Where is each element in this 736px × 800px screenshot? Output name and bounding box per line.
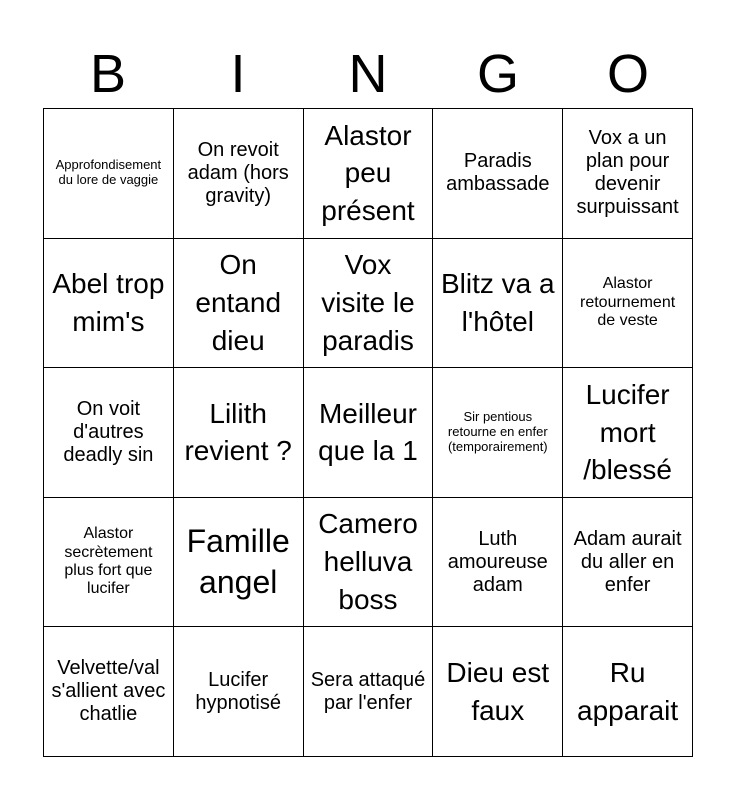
header-letter-i: I [230,44,246,104]
bingo-cell-2-4[interactable]: Blitz va a l'hôtel [433,239,563,369]
bingo-cell-5-2[interactable]: Lucifer hypnotisé [174,627,304,757]
bingo-cell-1-2[interactable]: On revoit adam (hors gravity) [174,109,304,239]
bingo-cell-2-5[interactable]: Alastor retournement de veste [563,239,693,369]
bingo-cell-4-2[interactable]: Famille angel [174,498,304,628]
bingo-cell-4-4[interactable]: Luth amoureuse adam [433,498,563,628]
bingo-cell-1-5[interactable]: Vox a un plan pour devenir surpuissant [563,109,693,239]
bingo-cell-1-3[interactable]: Alastor peu présent [304,109,434,239]
bingo-cell-5-1[interactable]: Velvette/val s'allient avec chatlie [44,627,174,757]
bingo-cell-5-5[interactable]: Ru apparait [563,627,693,757]
header-letter-n: N [348,44,388,104]
bingo-cell-5-3[interactable]: Sera attaqué par l'enfer [304,627,434,757]
bingo-cell-3-2[interactable]: Lilith revient ? [174,368,304,498]
bingo-cell-2-1[interactable]: Abel trop mim's [44,239,174,369]
header-letter-g: G [476,44,519,104]
bingo-cell-3-4[interactable]: Sir pentious retourne en enfer (temporairement) [433,368,563,498]
bingo-cell-3-1[interactable]: On voit d'autres deadly sin [44,368,174,498]
bingo-cell-3-3[interactable]: Meilleur que la 1 [304,368,434,498]
bingo-cell-4-5[interactable]: Adam aurait du aller en enfer [563,498,693,628]
bingo-cell-1-4[interactable]: Paradis ambassade [433,109,563,239]
bingo-cell-4-1[interactable]: Alastor secrètement plus fort que lucifer [44,498,174,628]
bingo-header [43,40,693,108]
bingo-cell-5-4[interactable]: Dieu est faux [433,627,563,757]
bingo-cell-1-1[interactable]: Approfondisement du lore de vaggie [44,109,174,239]
header-letter-o: O [606,44,649,104]
bingo-cell-4-3[interactable]: Camero helluva boss [304,498,434,628]
bingo-cell-3-5[interactable]: Lucifer mort /blessé [563,368,693,498]
bingo-cell-2-3[interactable]: Vox visite le paradis [304,239,434,369]
header-letter-b: B [89,44,127,104]
bingo-grid [43,108,693,757]
bingo-cell-2-2[interactable]: On entand dieu [174,239,304,369]
